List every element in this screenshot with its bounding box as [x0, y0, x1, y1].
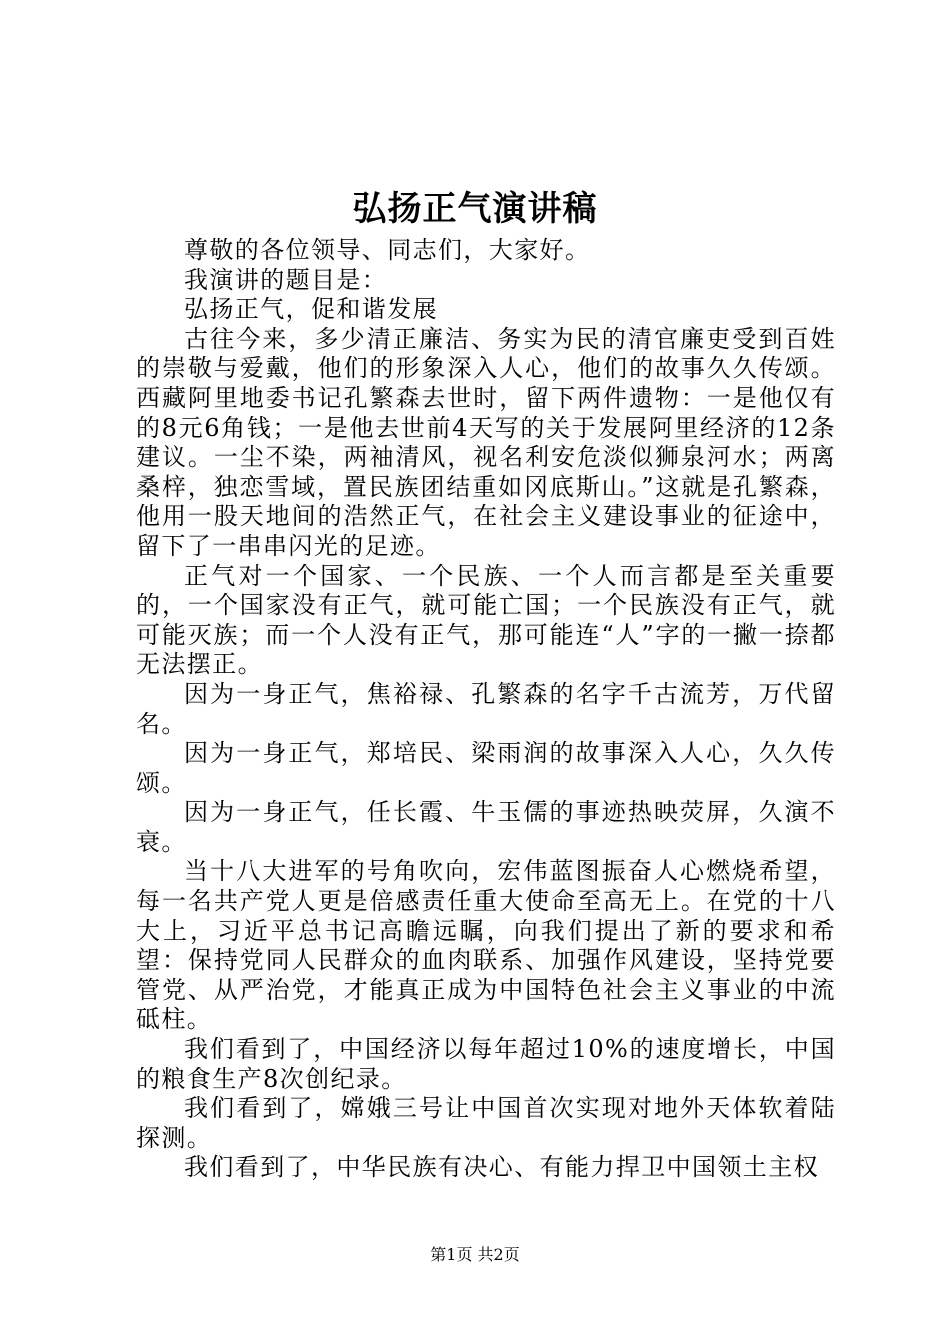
paragraph: 因为一身正气，焦裕禄、孔繁森的名字千古流芳，万代留名。: [136, 679, 836, 738]
paragraph: 我们看到了，中华民族有决心、有能力捍卫中国领土主权: [184, 1153, 819, 1182]
paragraph: 当十八大进军的号角吹向，宏伟蓝图振奋人心燃烧希望，每一名共产党人更是倍感责任重大使命至高无上。在党的十八大上，习近平总书记高瞻远瞩，向我们提出了新的要求和希望：保持党同人民群众的血肉联系、加强作风建设，坚持党要管党、从严治党，才能真正成为中国特色社会主义事业的中流砥柱。: [136, 857, 836, 1034]
page-title: 弘扬正气演讲稿: [352, 189, 598, 229]
page-footer: 第1页 共2页: [430, 1245, 520, 1264]
paragraph: 尊敬的各位领导、同志们，大家好。: [184, 236, 591, 264]
paragraph: 我们看到了，中国经济以每年超过10%的速度增长，中国的粮食生产8次创纪录。: [136, 1035, 836, 1093]
paragraph: 因为一身正气，郑培民、梁雨润的故事深入人心，久久传颂。: [136, 739, 836, 797]
paragraph: 正气对一个国家、一个民族、一个人而言都是至关重要的，一个国家没有正气，就可能亡国；一个民族没有正气，就可能灭族；而一个人没有正气，那可能连“人”字的一撇一捺都无法摆正。: [136, 561, 836, 679]
paragraph: 我们看到了，嫦娥三号让中国首次实现对地外天体软着陆探测。: [136, 1094, 836, 1152]
document-body: [136, 236, 836, 1183]
paragraph: 古往今来，多少清正廉洁、务实为民的清官廉吏受到百姓的崇敬与爱戴，他们的形象深入人心，他们的故事久久传颂。西藏阿里地委书记孔繁森去世时，留下两件遗物：一是他仅有的8元6角钱；一是他去世前4天写的关于发展阿里经济的12条建议。一尘不染，两袖清风，视名利安危淡似狮泉河水；两离桑梓，独恋雪域，置民族团结重如冈底斯山。”这就是孔繁森，他用一股天地间的浩然正气，在社会主义建设事业的征途中，留下了一串串闪光的足迹。: [136, 324, 836, 560]
paragraph: 我演讲的题目是：: [184, 265, 388, 294]
paragraph: 弘扬正气，促和谐发展: [184, 295, 438, 324]
paragraph: 因为一身正气，任长霞、牛玉儒的事迹热映荧屏，久演不衰。: [136, 798, 836, 856]
